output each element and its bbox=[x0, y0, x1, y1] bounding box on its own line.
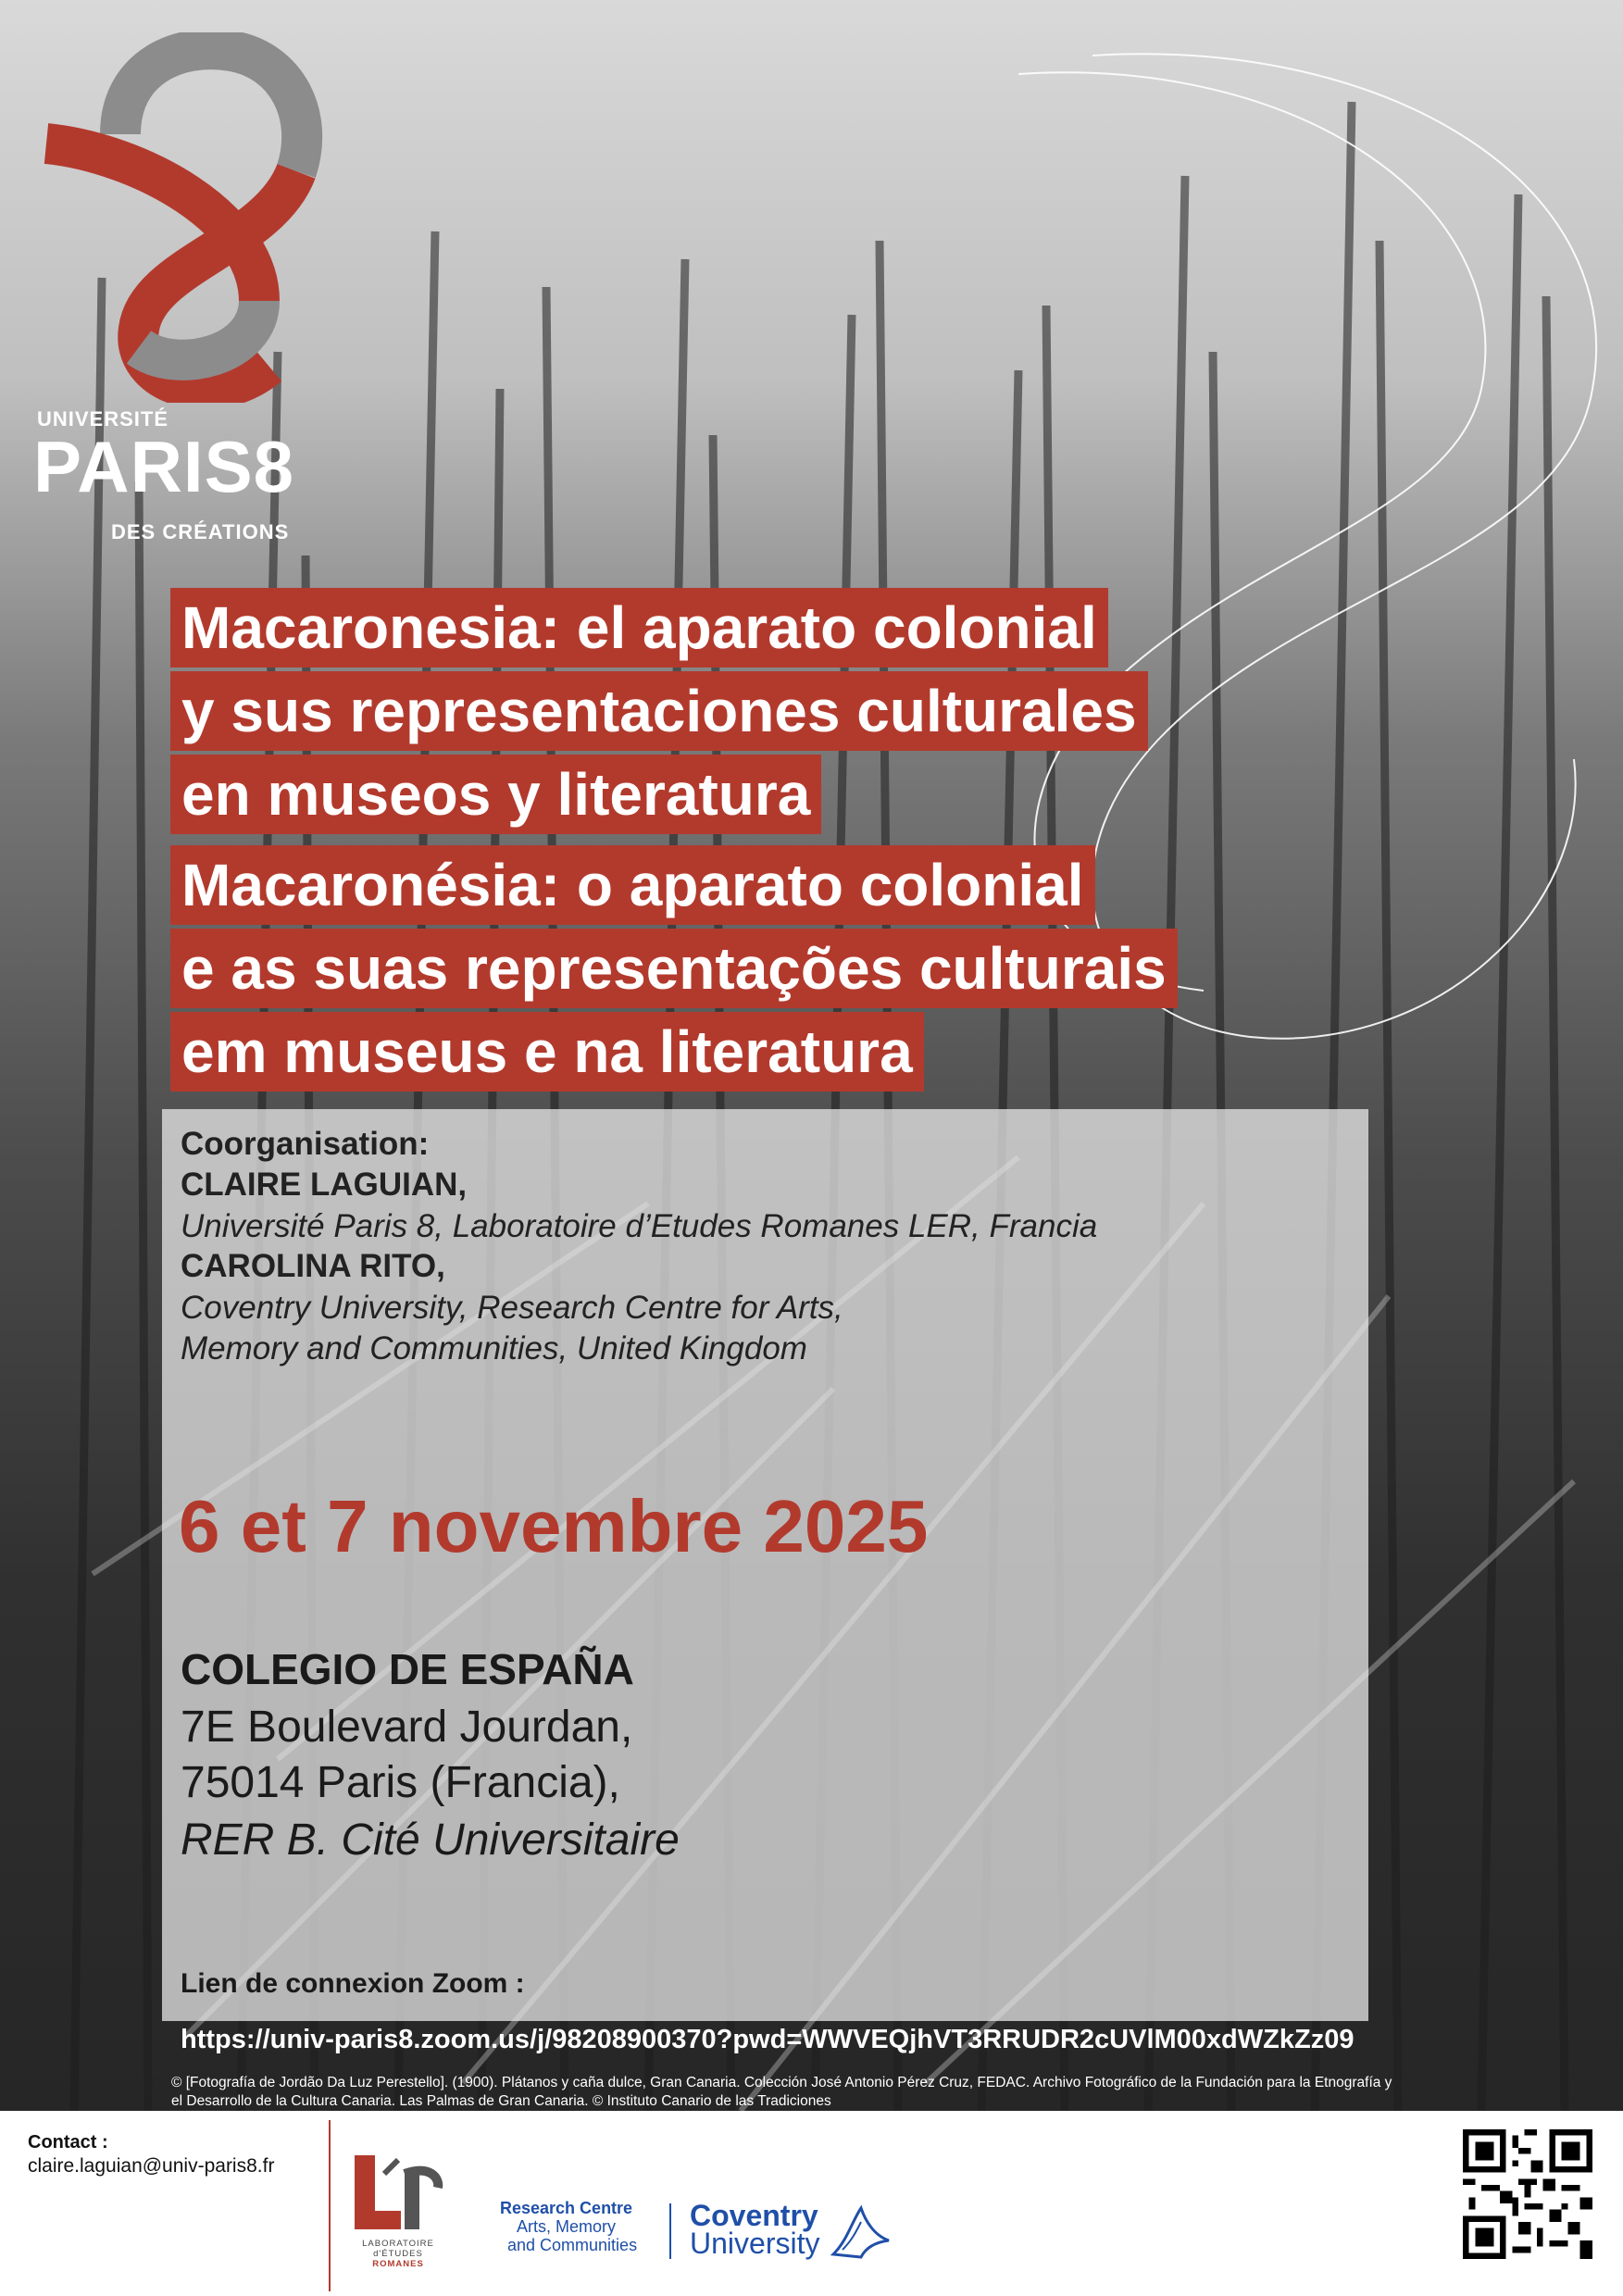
research-centre-line: and Communities bbox=[507, 2236, 638, 2254]
ler-line: ROMANES bbox=[372, 2259, 424, 2269]
ler-line: d'ÉTUDES bbox=[373, 2249, 423, 2259]
ler-logo-text bbox=[347, 2239, 449, 2269]
logo-des-creations-text: DES CRÉATIONS bbox=[111, 520, 290, 543]
event-date: 6 et 7 novembre 2025 bbox=[179, 1485, 929, 1567]
event-titles bbox=[170, 588, 1374, 1103]
coventry-line: University bbox=[690, 2227, 820, 2260]
title-line: en museos y literatura bbox=[170, 755, 821, 834]
organiser-name: CLAIRE LAGUIAN, bbox=[181, 1167, 468, 1203]
venue-transport: RER B. Cité Universitaire bbox=[181, 1816, 680, 1865]
organisation-heading: Coorganisation: bbox=[181, 1126, 430, 1162]
research-centre-logo bbox=[500, 2199, 637, 2254]
title-line: e as suas representações culturais bbox=[170, 929, 1178, 1008]
organiser-name: CAROLINA RITO, bbox=[181, 1248, 445, 1284]
contact-label: Contact : bbox=[28, 2132, 108, 2152]
zoom-link[interactable]: https://univ-paris8.zoom.us/j/98208900370?pwd=WWVEQjhVT3RRUDR2cUVlM00xdWZkZz09 bbox=[181, 2025, 1355, 2054]
coventry-university-logo bbox=[690, 2199, 820, 2260]
organiser-affiliation: Université Paris 8, Laboratoire d’Etudes Romanes LER, Francia bbox=[181, 1208, 1098, 1244]
venue-address-line: 75014 Paris (Francia), bbox=[181, 1758, 620, 1807]
research-centre-line: Arts, Memory bbox=[517, 2217, 617, 2236]
contact-email-link[interactable]: claire.laguian@univ-paris8.fr bbox=[28, 2155, 275, 2177]
title-line: Macaronesia: el aparato colonial bbox=[170, 588, 1108, 668]
logo-universite-text: UNIVERSITÉ bbox=[37, 407, 169, 430]
logo-paris8-text: PARIS8 bbox=[33, 426, 294, 507]
title-line: em museus e na literatura bbox=[170, 1012, 924, 1092]
title-spanish bbox=[170, 588, 1374, 834]
info-panel bbox=[162, 1109, 1368, 2021]
zoom-label: Lien de connexion Zoom : bbox=[181, 1968, 525, 1999]
ler-line: LABORATOIRE bbox=[362, 2239, 434, 2249]
photo-credit: © [Fotografía de Jordão Da Luz Perestello]. (1900). Plátanos y caña dulce, Gran Canaria. Colección José Antonio Pérez Cruz, FEDAC. Archivo Fotográfico de la Fundación para la Etnografía y el Desarrollo de la Cultura Canaria. Las Palmas de Gran Canaria. © Instituto Canario de las Tradiciones bbox=[171, 2075, 1392, 2109]
organiser-affiliation: Coventry University, Research Centre for Arts, bbox=[181, 1290, 843, 1326]
qr-code-icon[interactable] bbox=[1463, 2129, 1592, 2259]
university-logo bbox=[28, 32, 324, 551]
phoenix-icon bbox=[829, 2203, 893, 2259]
title-line: Macaronésia: o aparato colonial bbox=[170, 845, 1095, 925]
paris8-logo-mark bbox=[28, 32, 324, 403]
venue-address-line: 7E Boulevard Jourdan, bbox=[181, 1703, 633, 1752]
coventry-line: Coventry bbox=[690, 2199, 818, 2232]
research-centre-title: Research Centre bbox=[500, 2199, 633, 2217]
logo-divider bbox=[669, 2203, 671, 2259]
organiser-affiliation: Memory and Communities, United Kingdom bbox=[181, 1330, 807, 1366]
title-line: y sus representaciones culturales bbox=[170, 671, 1148, 751]
title-portuguese bbox=[170, 845, 1374, 1092]
venue-name: COLEGIO DE ESPAÑA bbox=[181, 1645, 634, 1693]
